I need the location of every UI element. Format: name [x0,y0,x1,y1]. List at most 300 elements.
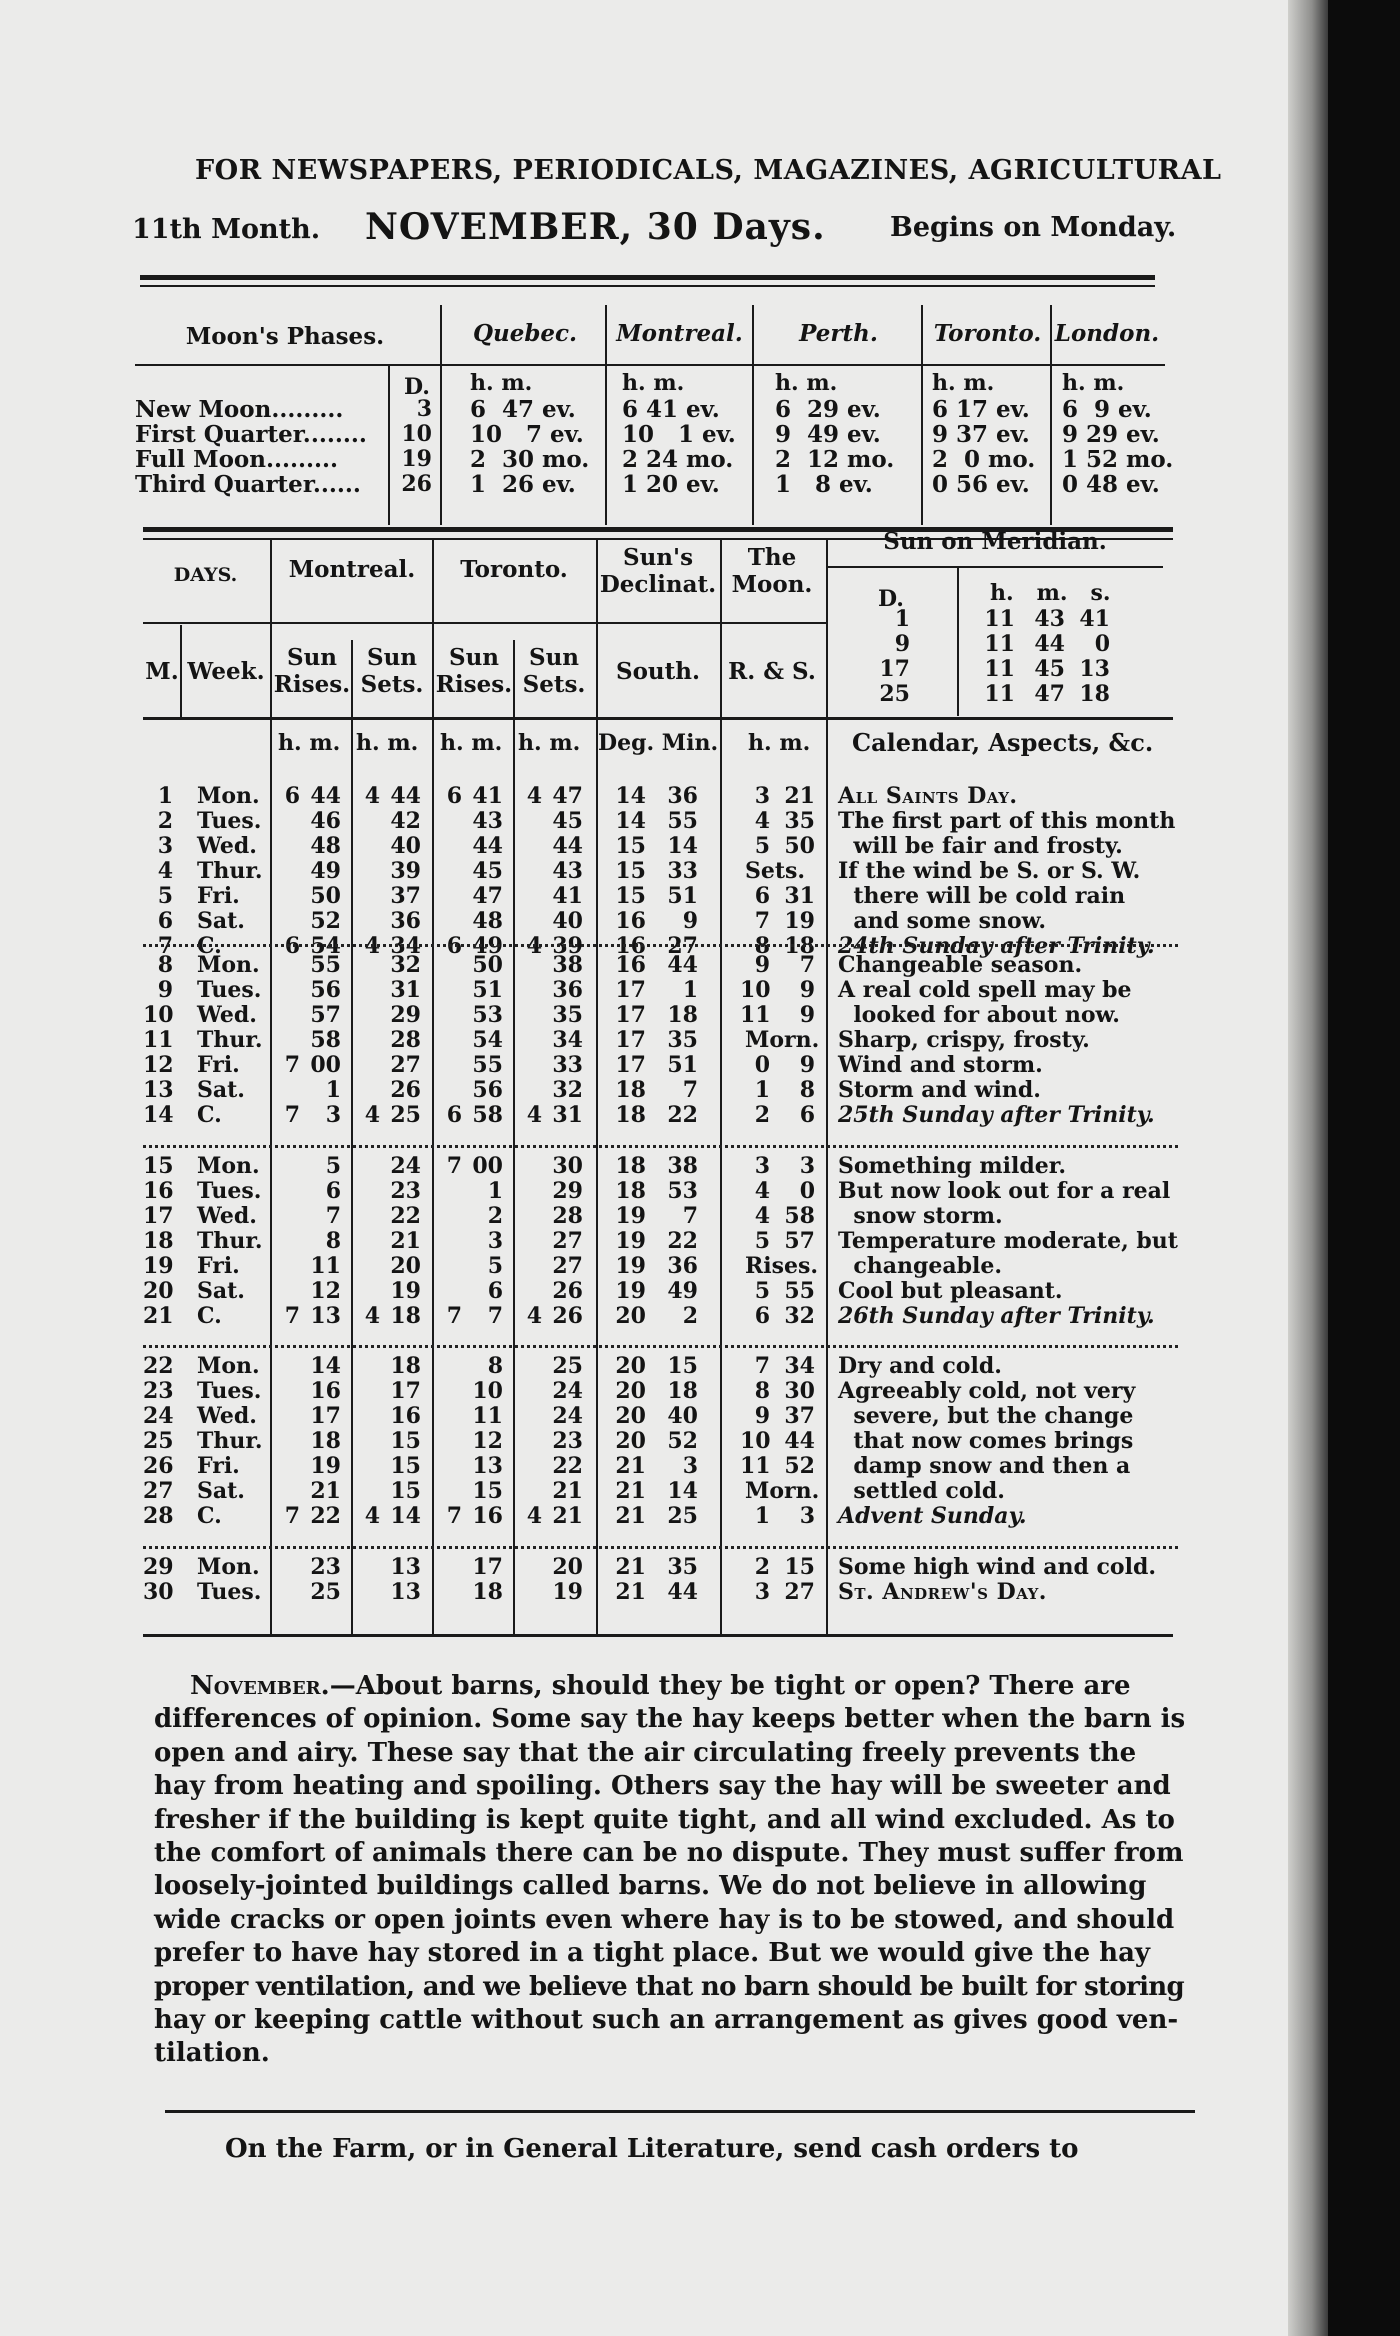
moon-m: 3 [799,1153,815,1179]
declination-deg: 16 [615,952,646,978]
footer-line: On the Farm, or in General Literature, send cash orders to [225,2134,1079,2164]
day-of-month: 14 [143,1102,174,1128]
phases-divider [752,305,754,525]
weekday: Thur. [197,1428,263,1454]
phases-hm-head: h. m. [470,370,533,396]
declination-min: 36 [667,783,698,809]
weekday: Mon. [197,783,260,809]
paragraph-line: hay from heating and spoiling. Others say the hay will be sweeter and [154,1771,1171,1802]
phase-time: 9 49 ev. [775,421,881,448]
city-london: London. [1054,320,1160,347]
paragraph-line: open and airy. These say that the air circulating freely prevents the [154,1737,1137,1768]
phase-time: 2 30 mo. [470,446,590,473]
montreal-head: Montreal. [288,556,416,583]
moon-h: 2 [754,1554,770,1580]
week-separator [143,1546,1178,1549]
montreal-set-h: 4 [364,1303,380,1329]
phases-hm-head: h. m. [775,370,838,396]
declination-deg: 19 [615,1228,646,1254]
paragraph-line: prefer to have hay stored in a tight place. But we would give the hay [154,1938,1151,1969]
day-of-month: 11 [143,1027,174,1053]
paragraph-line: wide cracks or open joints even where hay is to be stowed, and should [154,1904,1175,1935]
week-separator [143,1345,1178,1348]
hm-head: h. m. [748,730,811,756]
declination-min: 35 [667,1554,698,1580]
montreal-rise-h: 7 [284,1303,300,1329]
calendar-note: The first part of this month [838,808,1176,834]
hm-head: h. m. [278,730,341,756]
weekday: Thur. [197,858,263,884]
calendar-note: Temperature moderate, but [838,1228,1178,1254]
meridian-day: 1 [894,606,910,632]
moon-h: 5 [754,1228,770,1254]
declination-deg: 19 [615,1253,646,1279]
toronto-rise-m: 54 [472,1027,503,1053]
phase-time: 10 7 ev. [470,421,584,448]
col-divider [596,540,598,1635]
montreal-set-m: 23 [390,1178,421,1204]
phase-day: 26 [401,471,432,497]
toronto-rise-m: 7 [487,1303,503,1329]
declination-min: 7 [682,1203,698,1229]
meridian-day: 25 [879,681,910,707]
tr-rise-head: Sun Rises. [435,644,513,698]
moon-h: 3 [754,1579,770,1605]
phases-divider [440,305,442,525]
day-of-month: 4 [157,858,173,884]
toronto-rise-m: 48 [472,908,503,934]
montreal-rise-m: 11 [310,1253,341,1279]
hm-head: h. m. [440,730,503,756]
declination-deg: 14 [615,783,646,809]
montreal-set-m: 32 [390,952,421,978]
moon-h: 1 [754,1503,770,1529]
moon-m: 55 [784,1278,815,1304]
declination-deg: 17 [615,1052,646,1078]
moon-h: 6 [754,1303,770,1329]
moon-h: 5 [754,1278,770,1304]
declination-min: 51 [667,1052,698,1078]
paragraph-line: fresher if the building is kept quite tight, and all wind excluded. As to [154,1804,1175,1835]
moon-h: 4 [754,1178,770,1204]
moon-m: 37 [784,1403,815,1429]
toronto-set-m: 26 [552,1303,583,1329]
montreal-rise-m: 57 [310,1002,341,1028]
day-of-month: 13 [143,1077,174,1103]
toronto-set-m: 23 [552,1428,583,1454]
montreal-rise-m: 18 [310,1428,341,1454]
meridian-s: 0 [1094,631,1110,657]
montreal-rise-h: 6 [284,783,300,809]
weekday: Fri. [197,1453,240,1479]
meridian-day: 9 [894,631,910,657]
meridian-m: 43 [1034,606,1065,632]
declination-min: 53 [667,1178,698,1204]
calendar-note: All Saints Day. [838,783,1018,809]
declination-deg: 16 [615,933,646,959]
toronto-head: Toronto. [460,556,568,583]
day-of-month: 5 [157,883,173,909]
calendar-head: Calendar, Aspects, &c. [852,728,1154,757]
toronto-rise-h: 7 [446,1503,462,1529]
montreal-set-m: 27 [390,1052,421,1078]
calendar-note: changeable. [838,1253,1002,1279]
toronto-set-m: 33 [552,1052,583,1078]
moon-m: 21 [784,783,815,809]
toronto-rise-m: 55 [472,1052,503,1078]
weekday: Wed. [197,833,257,859]
montreal-set-m: 21 [390,1228,421,1254]
declination-min: 25 [667,1503,698,1529]
toronto-set-m: 40 [552,908,583,934]
toronto-set-m: 21 [552,1478,583,1504]
week-separator [143,944,1178,947]
phase-time: 1 52 mo. [1062,446,1174,473]
footer-rule [165,2110,1195,2113]
montreal-rise-m: 25 [310,1579,341,1605]
phases-hm-head: h. m. [622,370,685,396]
montreal-set-m: 22 [390,1203,421,1229]
calendar-note: that now comes brings [838,1428,1134,1454]
declination-deg: 20 [615,1303,646,1329]
paragraph-line: tilation. [154,2038,270,2069]
col-divider [720,540,722,1635]
montreal-rise-m: 5 [325,1153,341,1179]
toronto-rise-m: 5 [487,1253,503,1279]
toronto-set-m: 45 [552,808,583,834]
table-header-rule-long [143,717,1173,720]
phases-head-rule [135,364,1165,366]
declination-deg: 17 [615,1027,646,1053]
toronto-set-m: 32 [552,1077,583,1103]
declination-min: 44 [667,952,698,978]
toronto-set-m: 20 [552,1554,583,1580]
moon-m: 34 [784,1353,815,1379]
phase-time: 2 0 mo. [932,446,1036,473]
montreal-set-m: 18 [390,1303,421,1329]
declination-min: 18 [667,1002,698,1028]
phases-divider [1050,305,1052,525]
mr-set-head: Sun Sets. [360,644,424,698]
calendar-note: But now look out for a real [838,1178,1171,1204]
meridian-divider [957,568,959,716]
col-divider [270,540,272,1635]
montreal-rise-m: 55 [310,952,341,978]
phases-hm-head: h. m. [932,370,995,396]
montreal-set-m: 17 [390,1378,421,1404]
montreal-rise-m: 7 [325,1203,341,1229]
calendar-note: Sharp, crispy, frosty. [838,1027,1090,1053]
weekday: C. [197,1303,222,1329]
moon-m: 19 [784,908,815,934]
weekday: Tues. [197,1378,262,1404]
meridian-h: 11 [984,681,1015,707]
mr-rise-head: Sun Rises. [273,644,351,698]
declination-deg: 15 [615,833,646,859]
day-of-month: 24 [143,1403,174,1429]
paragraph-line [190,1670,1184,1703]
header-top-line: FOR NEWSPAPERS, PERIODICALS, MAGAZINES, AGRICULTURAL [195,155,1222,186]
calendar-note: A real cold spell may be [838,977,1132,1003]
toronto-rise-m: 53 [472,1002,503,1028]
declination-deg: 17 [615,1002,646,1028]
phase-time: 2 12 mo. [775,446,895,473]
toronto-set-h: 4 [526,1303,542,1329]
m-head: M. [145,658,179,685]
toronto-set-m: 22 [552,1453,583,1479]
page-shadow [1328,0,1400,2336]
toronto-set-m: 24 [552,1403,583,1429]
montreal-rise-m: 44 [310,783,341,809]
weekday: Fri. [197,1052,240,1078]
declination-min: 52 [667,1428,698,1454]
meridian-s: 41 [1079,606,1110,632]
weekday: Mon. [197,952,260,978]
moon-h: 9 [754,1403,770,1429]
phase-time: 6 9 ev. [1062,396,1152,423]
day-of-month: 21 [143,1303,174,1329]
montreal-rise-m: 58 [310,1027,341,1053]
toronto-rise-m: 6 [487,1278,503,1304]
meridian-s: 18 [1079,681,1110,707]
phase-time: 9 29 ev. [1062,421,1160,448]
toronto-set-m: 31 [552,1102,583,1128]
moon-m: 32 [784,1303,815,1329]
moon-h: 7 [754,908,770,934]
col-divider [513,640,515,1635]
montreal-set-m: 26 [390,1077,421,1103]
montreal-rise-m: 14 [310,1353,341,1379]
declination-min: 38 [667,1153,698,1179]
toronto-set-m: 30 [552,1153,583,1179]
moon-h: 1 [754,1077,770,1103]
meridian-title: Sun on Meridian. [883,528,1107,555]
montreal-rise-m: 48 [310,833,341,859]
montreal-rise-m: 23 [310,1554,341,1580]
moon-event: Sets. [745,858,806,884]
weekday: Sat. [197,1278,245,1304]
declination-deg: 21 [615,1554,646,1580]
day-of-month: 2 [157,808,173,834]
meridian-m: 44 [1034,631,1065,657]
montreal-set-m: 14 [390,1503,421,1529]
meridian-d-head: D. [878,586,904,612]
toronto-rise-m: 43 [472,808,503,834]
montreal-rise-m: 16 [310,1378,341,1404]
phase-time: 6 29 ev. [775,396,881,423]
moon-m: 31 [784,883,815,909]
declination-min: 2 [682,1303,698,1329]
montreal-rise-m: 6 [325,1178,341,1204]
toronto-rise-m: 45 [472,858,503,884]
weekday: Tues. [197,808,262,834]
day-of-month: 29 [143,1554,174,1580]
toronto-rise-m: 15 [472,1478,503,1504]
declination-deg: 21 [615,1478,646,1504]
montreal-set-m: 19 [390,1278,421,1304]
calendar-note: 24th Sunday after Trinity. [838,933,1155,959]
calendar-note: If the wind be S. or S. W. [838,858,1141,884]
day-of-month: 10 [143,1002,174,1028]
toronto-set-h: 4 [526,1503,542,1529]
toronto-rise-m: 17 [472,1554,503,1580]
day-of-month: 26 [143,1453,174,1479]
declination-deg: 19 [615,1203,646,1229]
toronto-rise-m: 44 [472,833,503,859]
montreal-set-m: 42 [390,808,421,834]
declination-min: 14 [667,833,698,859]
november-paragraph [154,1670,1184,2071]
table-bottom-rule [143,1634,1173,1637]
weekday: Thur. [197,1228,263,1254]
toronto-rise-h: 6 [446,933,462,959]
moon-event: Morn. [745,1478,820,1504]
toronto-set-m: 19 [552,1579,583,1605]
paragraph-text: —About barns, should they be tight or open? There are [329,1671,1131,1701]
weekday: Tues. [197,1178,262,1204]
phase-time: 0 48 ev. [1062,471,1160,498]
toronto-set-m: 26 [552,1278,583,1304]
calendar-note: severe, but the change [838,1403,1134,1429]
declination-deg: 14 [615,808,646,834]
montreal-rise-m: 49 [310,858,341,884]
weekday: Fri. [197,883,240,909]
meridian-m: 47 [1034,681,1065,707]
meridian-hms-head: h. m. s. [990,580,1111,606]
moon-m: 50 [784,833,815,859]
moon-h: 11 [740,1002,771,1028]
calendar-note: Storm and wind. [838,1077,1041,1103]
rs-head: R. & S. [728,658,816,685]
montreal-set-h: 4 [364,783,380,809]
moon-h: 2 [754,1102,770,1128]
paragraph-line: the comfort of animals there can be no dispute. They must suffer from [154,1838,1184,1868]
col-divider [826,540,828,1635]
week-head: Week. [187,658,265,685]
montreal-set-m: 15 [390,1428,421,1454]
toronto-set-m: 21 [552,1503,583,1529]
calendar-note: Something milder. [838,1153,1066,1179]
phase-name: New Moon......... [135,396,344,423]
phase-name: Full Moon......... [135,446,339,473]
phases-d-divider [388,366,390,525]
declination-min: 33 [667,858,698,884]
moon-h: 6 [754,883,770,909]
moon-h: 5 [754,833,770,859]
title-rule-thick [140,275,1155,280]
declination-min: 49 [667,1278,698,1304]
phases-divider [605,305,607,525]
toronto-set-m: 27 [552,1253,583,1279]
montreal-rise-h: 6 [284,933,300,959]
montreal-set-m: 20 [390,1253,421,1279]
toronto-rise-h: 7 [446,1153,462,1179]
calendar-note: will be fair and frosty. [838,833,1123,859]
declination-deg: 20 [615,1353,646,1379]
meridian-h: 11 [984,606,1015,632]
moon-m: 27 [784,1579,815,1605]
calendar-note: and some snow. [838,908,1047,934]
montreal-rise-m: 3 [325,1102,341,1128]
montreal-rise-h: 7 [284,1052,300,1078]
calendar-note: Some high wind and cold. [838,1554,1156,1580]
montreal-rise-m: 00 [310,1052,341,1078]
weekday: Wed. [197,1403,257,1429]
weekday: Sat. [197,908,245,934]
toronto-rise-m: 10 [472,1378,503,1404]
montreal-rise-m: 52 [310,908,341,934]
montreal-rise-m: 50 [310,883,341,909]
day-of-month: 12 [143,1052,174,1078]
toronto-set-m: 39 [552,933,583,959]
toronto-set-m: 41 [552,883,583,909]
weekday: Mon. [197,1353,260,1379]
montreal-set-m: 34 [390,933,421,959]
montreal-rise-h: 7 [284,1102,300,1128]
moon-h: 0 [754,1052,770,1078]
moon-m: 9 [799,1052,815,1078]
toronto-set-h: 4 [526,783,542,809]
moon-h: 10 [740,977,771,1003]
declination-deg: 18 [615,1102,646,1128]
toronto-rise-m: 2 [487,1203,503,1229]
calendar-note: Cool but pleasant. [838,1278,1063,1304]
toronto-rise-h: 6 [446,783,462,809]
hm-head: h. m. [356,730,419,756]
day-of-month: 19 [143,1253,174,1279]
moon-m: 57 [784,1228,815,1254]
moon-m: 9 [799,977,815,1003]
phases-title: Moon's Phases. [185,323,385,350]
moon-h: 9 [754,952,770,978]
phase-day: 10 [401,421,432,447]
paragraph-lead: November. [190,1671,330,1701]
col-divider [180,625,182,717]
weekday: Wed. [197,1002,257,1028]
toronto-rise-m: 47 [472,883,503,909]
montreal-set-m: 15 [390,1453,421,1479]
montreal-set-m: 37 [390,883,421,909]
toronto-rise-h: 7 [446,1303,462,1329]
declination-min: 22 [667,1102,698,1128]
hm-head: h. m. [518,730,581,756]
phase-day: 3 [416,396,432,422]
month-number: 11th Month. [132,214,321,245]
toronto-set-m: 29 [552,1178,583,1204]
title-rule-thin [140,285,1155,287]
phase-time: 1 26 ev. [470,471,576,498]
moon-h: 4 [754,1203,770,1229]
weekday: Mon. [197,1153,260,1179]
phases-hm-head: h. m. [1062,370,1125,396]
toronto-set-h: 4 [526,933,542,959]
week-separator [143,1145,1178,1148]
day-of-month: 15 [143,1153,174,1179]
montreal-rise-m: 12 [310,1278,341,1304]
toronto-set-m: 36 [552,977,583,1003]
declination-deg: 20 [615,1428,646,1454]
calendar-note: Wind and storm. [838,1052,1043,1078]
toronto-rise-m: 18 [472,1579,503,1605]
moon-h: 3 [754,783,770,809]
montreal-set-m: 15 [390,1478,421,1504]
calendar-note: 25th Sunday after Trinity. [838,1102,1155,1128]
moon-head: The Moon. [731,544,813,598]
montreal-set-m: 36 [390,908,421,934]
moon-h: 8 [754,933,770,959]
day-of-month: 1 [157,783,173,809]
montreal-rise-m: 22 [310,1503,341,1529]
